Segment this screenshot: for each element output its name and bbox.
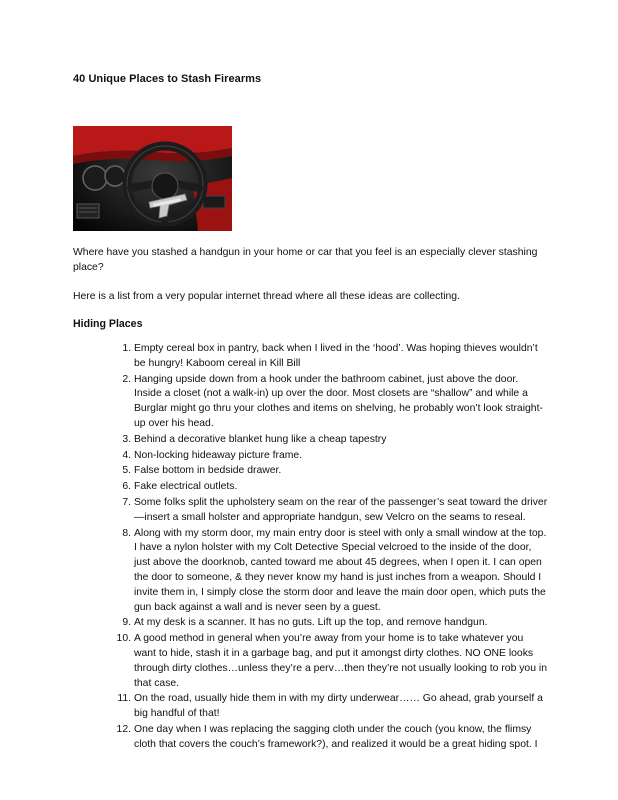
- list-item-number: 1.: [122, 343, 131, 354]
- steering-wheel-image: [73, 126, 232, 231]
- list-item-text: Behind a decorative blanket hung like a cheap tapestry: [134, 433, 387, 445]
- list-item-text: Fake electrical outlets.: [134, 481, 238, 493]
- list-item: [73, 464, 548, 479]
- list-item-number: 3.: [122, 433, 131, 445]
- list-item-number: 2.: [122, 373, 131, 385]
- list-item-text: One day when I was replacing the sagging cloth under the couch (you know, the flimsy cloth that covers the couch’s framework?), and realized it would be a great hiding spot. I: [134, 723, 538, 750]
- list-item-number: 12.: [116, 723, 131, 735]
- list-item-text: A good method in general when you’re away from your home is to take whatever you want to hide, stash it in a garbage bag, and put it amongst dirty clothes. NO ONE looks through dirty clothes…unless they’re a perv…then they’re not usually looking to rob you in that case.: [134, 633, 547, 689]
- section-heading: Hiding Places: [73, 318, 143, 330]
- list-item: [73, 496, 548, 526]
- list-item: [73, 342, 548, 372]
- list-item: [73, 373, 548, 432]
- list-item: [73, 723, 548, 753]
- list-item-text: Some folks split the upholstery seam on the rear of the passenger’s seat toward the driver—insert a small holster and appropriate handgun, sew Velcro on the seams to reseal.: [134, 496, 548, 523]
- list-item-text: Hanging upside down from a hook under the bathroom cabinet, just above the door. Inside a closet (not a walk-in) up over the door. Most closets are “shallow” and while a Burglar might go thru your clothes and items on shelving, he probably won’t look straight-up over his head.: [134, 373, 543, 429]
- list-item: [73, 433, 548, 448]
- list-item-number: 5.: [122, 465, 131, 477]
- list-item-text: On the road, usually hide them in with my dirty underwear…… Go ahead, grab yourself a big handful of that!: [134, 693, 543, 720]
- list-item-text: Empty cereal box in pantry, back when I lived in the ‘hood’. Was hoping thieves wouldn’t be hungry! Kaboom cereal in Kill Bill: [134, 343, 538, 369]
- list-item-number: 11.: [117, 693, 131, 705]
- list-item-number: 8.: [122, 527, 131, 539]
- list-item-text: False bottom in bedside drawer.: [134, 465, 282, 477]
- list-item: [73, 692, 548, 722]
- list-item-number: 6.: [122, 481, 131, 493]
- document-title: 40 Unique Places to Stash Firearms: [73, 73, 262, 85]
- list-item: [73, 449, 548, 464]
- list-item-text: Non-locking hideaway picture frame.: [134, 449, 303, 461]
- list-item-number: 10.: [116, 633, 131, 645]
- car-interior-photo: [73, 126, 232, 231]
- list-item-number: 9.: [122, 617, 131, 629]
- list-item-text: At my desk is a scanner. It has no guts. Lift up the top, and remove handgun.: [134, 617, 488, 629]
- hiding-places-list: [73, 342, 548, 754]
- list-item: [73, 616, 548, 631]
- intro-paragraph: Where have you stashed a handgun in your home or car that you feel is an especially clever stashing place?: [73, 247, 538, 273]
- list-item: [73, 527, 548, 616]
- list-item-number: 4.: [122, 449, 131, 461]
- list-item: [73, 480, 548, 495]
- list-item-text: Along with my storm door, my main entry door is steel with only a small window at the top. I have a nylon holster with my Colt Detective Special velcroed to the inside of the door, just above the doorknob, canted toward me about 45 degrees, when I open it. I can open the door to someone, & they never know my hand is just inches from a weapon. Should I invite them in, I simply close the storm door and leave the main door open, which puts the gun back against a wall and is never seen by a guest.: [134, 527, 547, 613]
- list-item-number: 7.: [122, 496, 131, 508]
- list-item: [73, 632, 548, 691]
- source-note-paragraph: Here is a list from a very popular internet thread where all these ideas are collecting.: [73, 291, 460, 302]
